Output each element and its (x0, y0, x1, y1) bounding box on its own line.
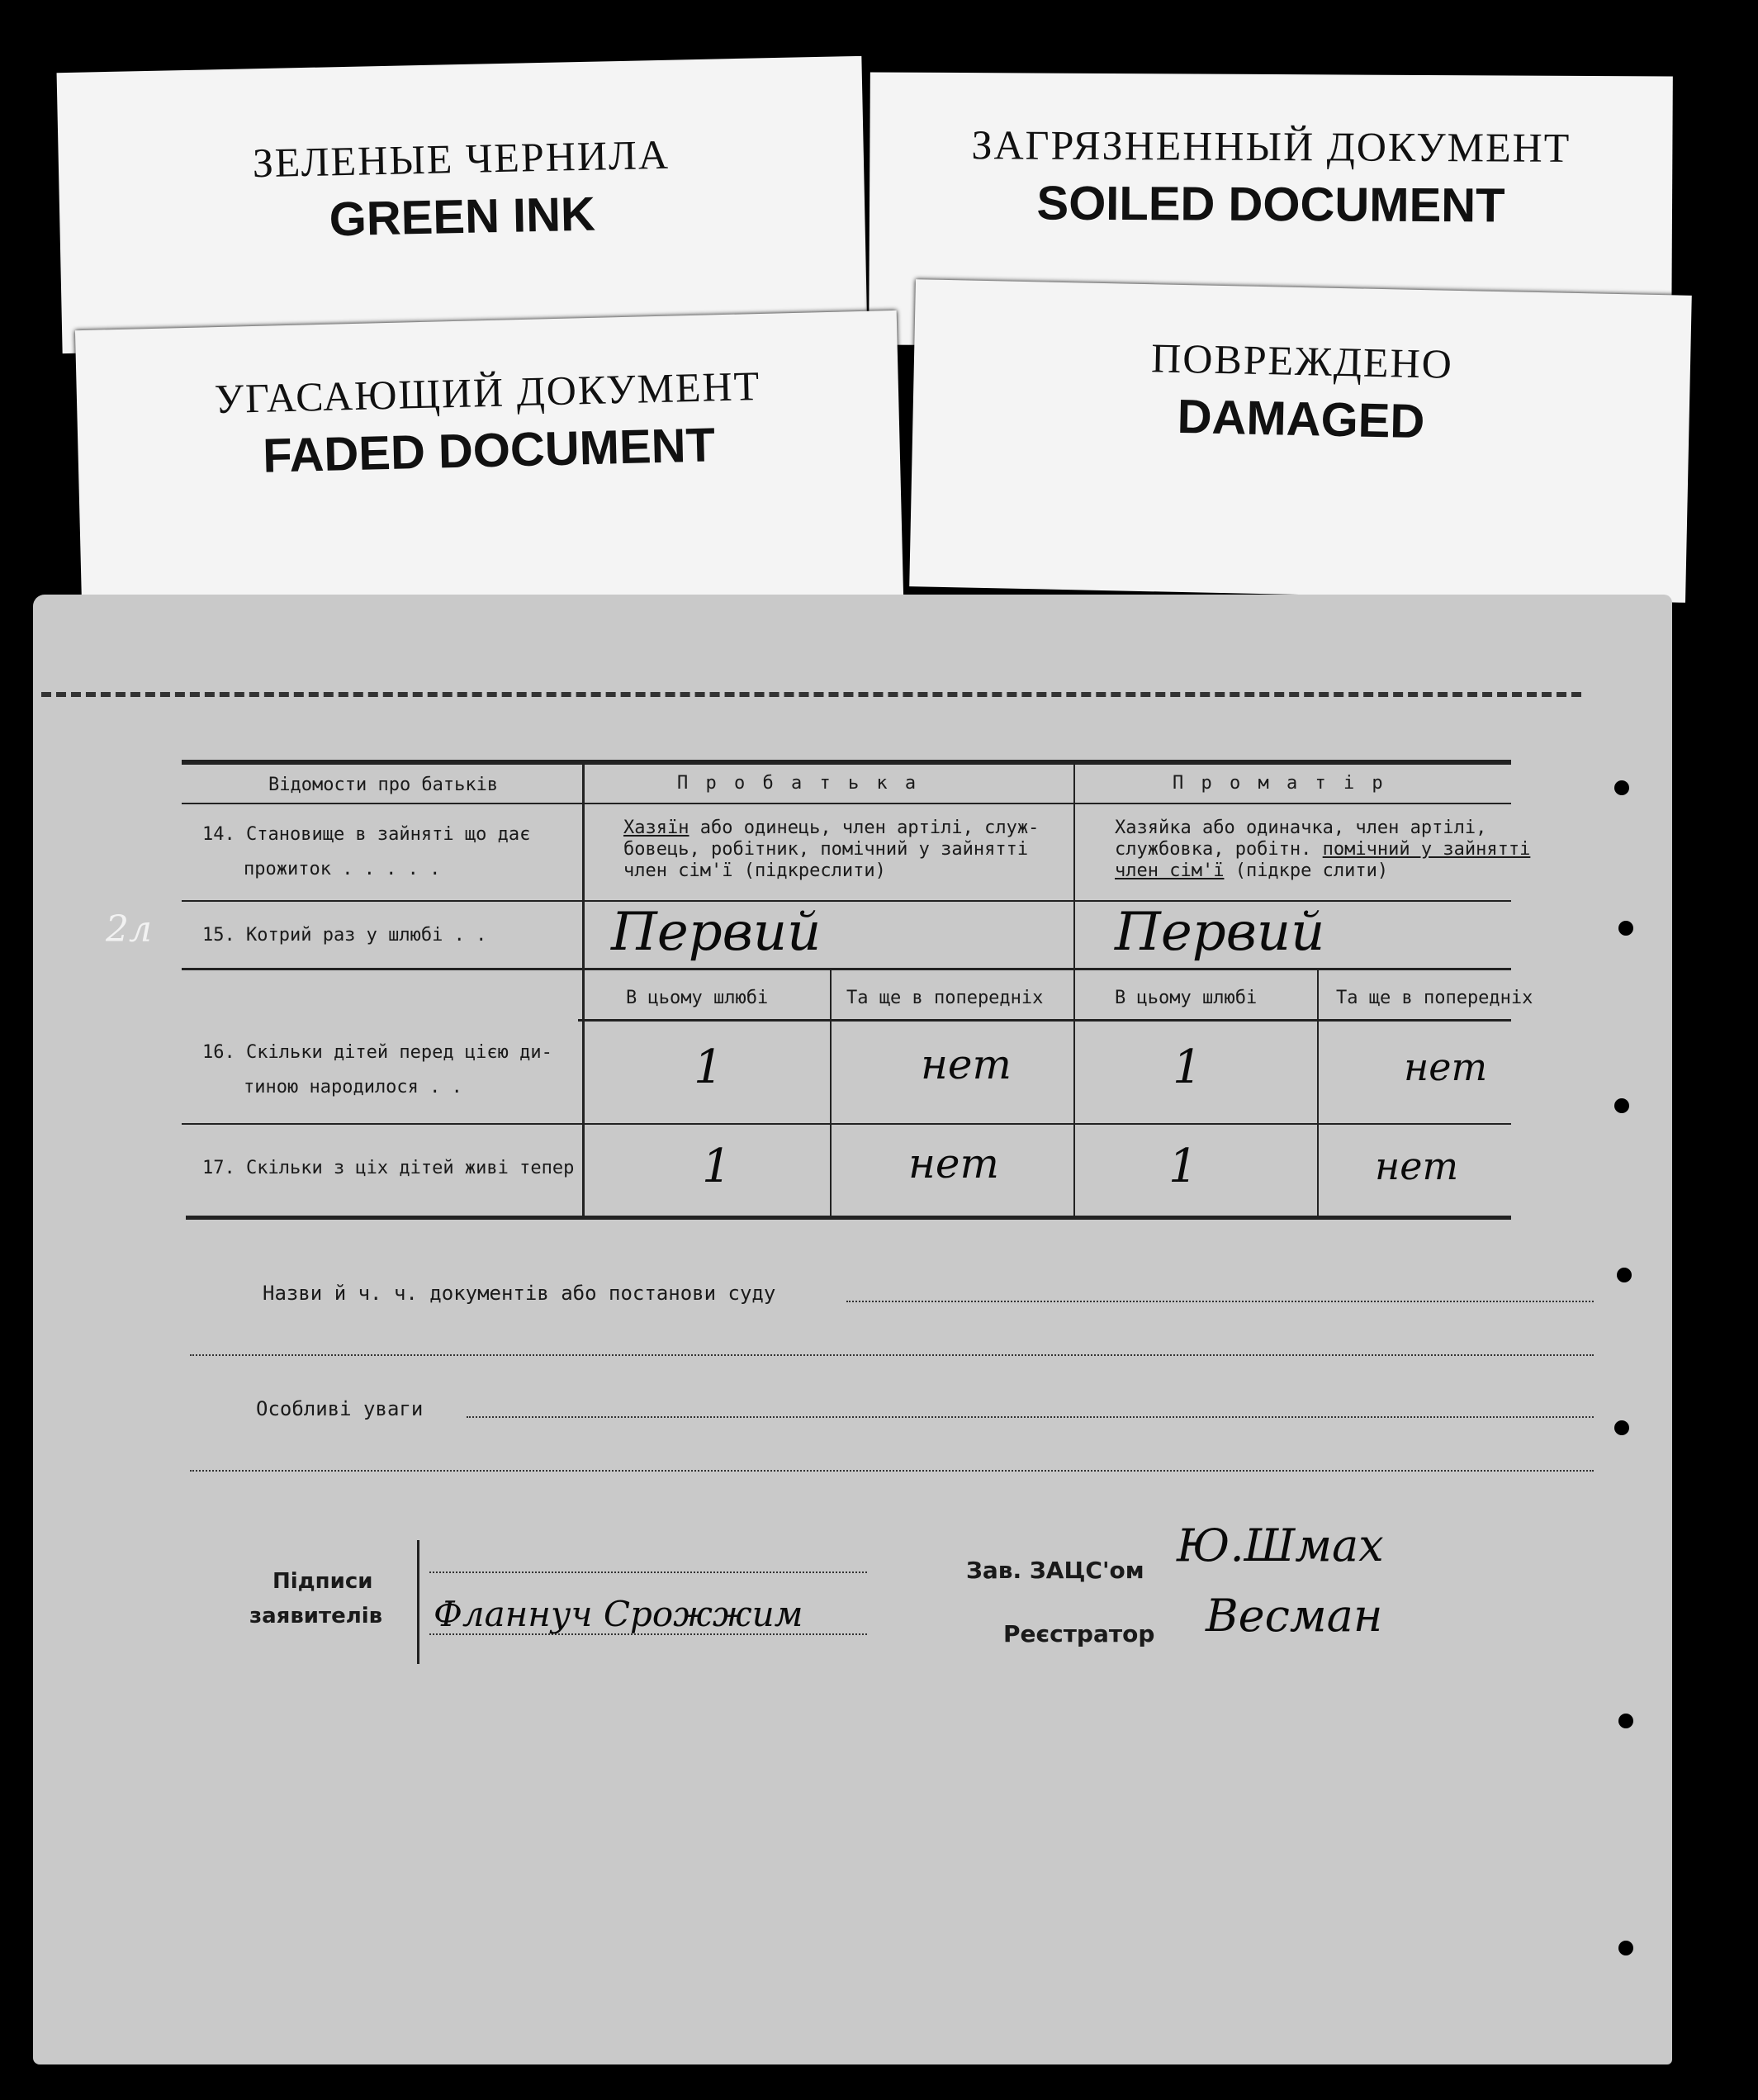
row16-mother-prev-hw: нет (1404, 1045, 1488, 1089)
row16-father-prev-hw: нет (921, 1041, 1012, 1088)
registration-form-sheet (33, 595, 1672, 2064)
fill-line (467, 1416, 1594, 1418)
fill-line (190, 1354, 1594, 1356)
remarks-label: Особливі уваги (256, 1397, 424, 1420)
row14-father-underlined: Хазяїн (623, 818, 689, 838)
binding-hole (1617, 1268, 1632, 1282)
row16-label: 16. Скільки дітей перед цією ди- (202, 1042, 552, 1063)
row17-mother-this-hw: 1 (1168, 1140, 1198, 1193)
row16-mother-this-hw: 1 (1173, 1041, 1202, 1094)
subheader-mother-previous: Та ще в попередніх (1336, 988, 1533, 1008)
row14-mother-line3 (1115, 860, 1388, 881)
row14-mother-underlined: помічний у зайнятті (1322, 839, 1531, 860)
binding-hole (1618, 1941, 1633, 1955)
row14-mother-text: службовка, робітн. (1115, 839, 1323, 860)
label-en: GREEN INK (329, 187, 596, 247)
table-rule (182, 968, 1511, 970)
row14-father-line3: член сім'ї (підкреслити) (623, 860, 886, 881)
row14-mother-underlined-2: член сім'ї (1115, 860, 1225, 881)
fill-line (846, 1301, 1594, 1302)
row17-father-prev-hw: нет (908, 1140, 999, 1187)
header-about-father: П р о б а т ь к а (677, 773, 920, 794)
label-ru: ПОВРЕЖДЕНО (1150, 334, 1454, 387)
label-en: SOILED DOCUMENT (1036, 176, 1505, 233)
signature-line (429, 1571, 867, 1573)
label-ru: УГАСАЮЩИЙ ДОКУМЕНТ (214, 362, 761, 423)
binding-hole (1614, 780, 1629, 795)
binding-hole (1614, 1098, 1629, 1113)
row15-label: 15. Котрий раз у шлюбі . . (202, 925, 487, 946)
applicants-signatures-label-cont: заявителів (249, 1604, 383, 1628)
margin-note-hw: 2л (106, 908, 153, 950)
signature-bracket (417, 1540, 419, 1664)
subheader-father-this-marriage: В цьому шлюбі (626, 988, 769, 1008)
table-col-divider (830, 968, 832, 1218)
label-en: DAMAGED (1177, 389, 1426, 449)
applicants-signatures-label: Підписи (272, 1569, 373, 1594)
registry-head-signature-hw: Ю.Шмах (1177, 1519, 1384, 1571)
row16-label-cont: тиною народилося . . (244, 1077, 462, 1097)
row17-mother-prev-hw: нет (1375, 1144, 1459, 1188)
documents-label: Назви й ч. ч. документів або постанови суду (263, 1282, 776, 1305)
registrar-signature-hw: Весман (1206, 1590, 1383, 1642)
row15-mother-handwritten: Первий (1115, 902, 1325, 963)
table-top-rule (182, 760, 1511, 765)
row14-mother-line2 (1115, 839, 1530, 860)
row17-father-this-hw: 1 (702, 1140, 732, 1193)
row14-mother-text-2: (підкре слити) (1224, 860, 1389, 881)
perforation-line (41, 692, 1581, 697)
subheader-father-previous: Та ще в попередніх (846, 988, 1044, 1008)
table-rule (182, 803, 1511, 804)
row14-father-text: або одинець, член артілі, служ- (689, 818, 1040, 838)
table-rule (578, 1019, 1511, 1022)
binding-hole (1618, 1714, 1633, 1728)
fill-line (190, 1470, 1594, 1472)
label-card-green-ink (57, 56, 868, 353)
row14-label-cont: прожиток . . . . . (244, 859, 441, 879)
table-rule (182, 1123, 1511, 1125)
label-card-faded-document (75, 310, 903, 615)
label-ru: ЗЕЛЕНЫЕ ЧЕРНИЛА (252, 130, 671, 187)
label-card-damaged (909, 279, 1692, 603)
registrar-label: Реєстратор (1003, 1620, 1155, 1647)
binding-hole (1618, 921, 1633, 936)
row14-mother-line1: Хазяйка або одиначка, член артілі, (1115, 818, 1487, 838)
table-col-divider (1317, 968, 1319, 1218)
row17-label: 17. Скільки з ціх дітей живі тепер (202, 1158, 575, 1178)
subheader-mother-this-marriage: В цьому шлюбі (1115, 988, 1258, 1008)
row16-father-this-hw: 1 (694, 1041, 723, 1094)
row14-label: 14. Становище в зайняті що дає (202, 824, 531, 845)
binding-hole (1614, 1420, 1629, 1435)
table-col-divider (1073, 760, 1075, 1218)
table-col-divider (582, 760, 585, 1218)
label-ru: ЗАГРЯЗНЕННЫЙ ДОКУМЕНТ (971, 121, 1571, 171)
header-parents-info: Відомости про батьків (268, 775, 499, 795)
applicant-signature-hw: Фланнуч Срожжим (434, 1594, 803, 1634)
table-bottom-rule (186, 1216, 1511, 1220)
row15-father-handwritten: Первий (611, 902, 822, 963)
label-en: FADED DOCUMENT (262, 418, 716, 483)
row14-father-line1 (623, 818, 1039, 838)
header-about-mother: П р о м а т і р (1173, 773, 1386, 794)
registry-head-label: Зав. ЗАЦС'ом (966, 1557, 1144, 1584)
row14-father-line2: бовець, робітник, помічний у зайнятті (623, 839, 1029, 860)
